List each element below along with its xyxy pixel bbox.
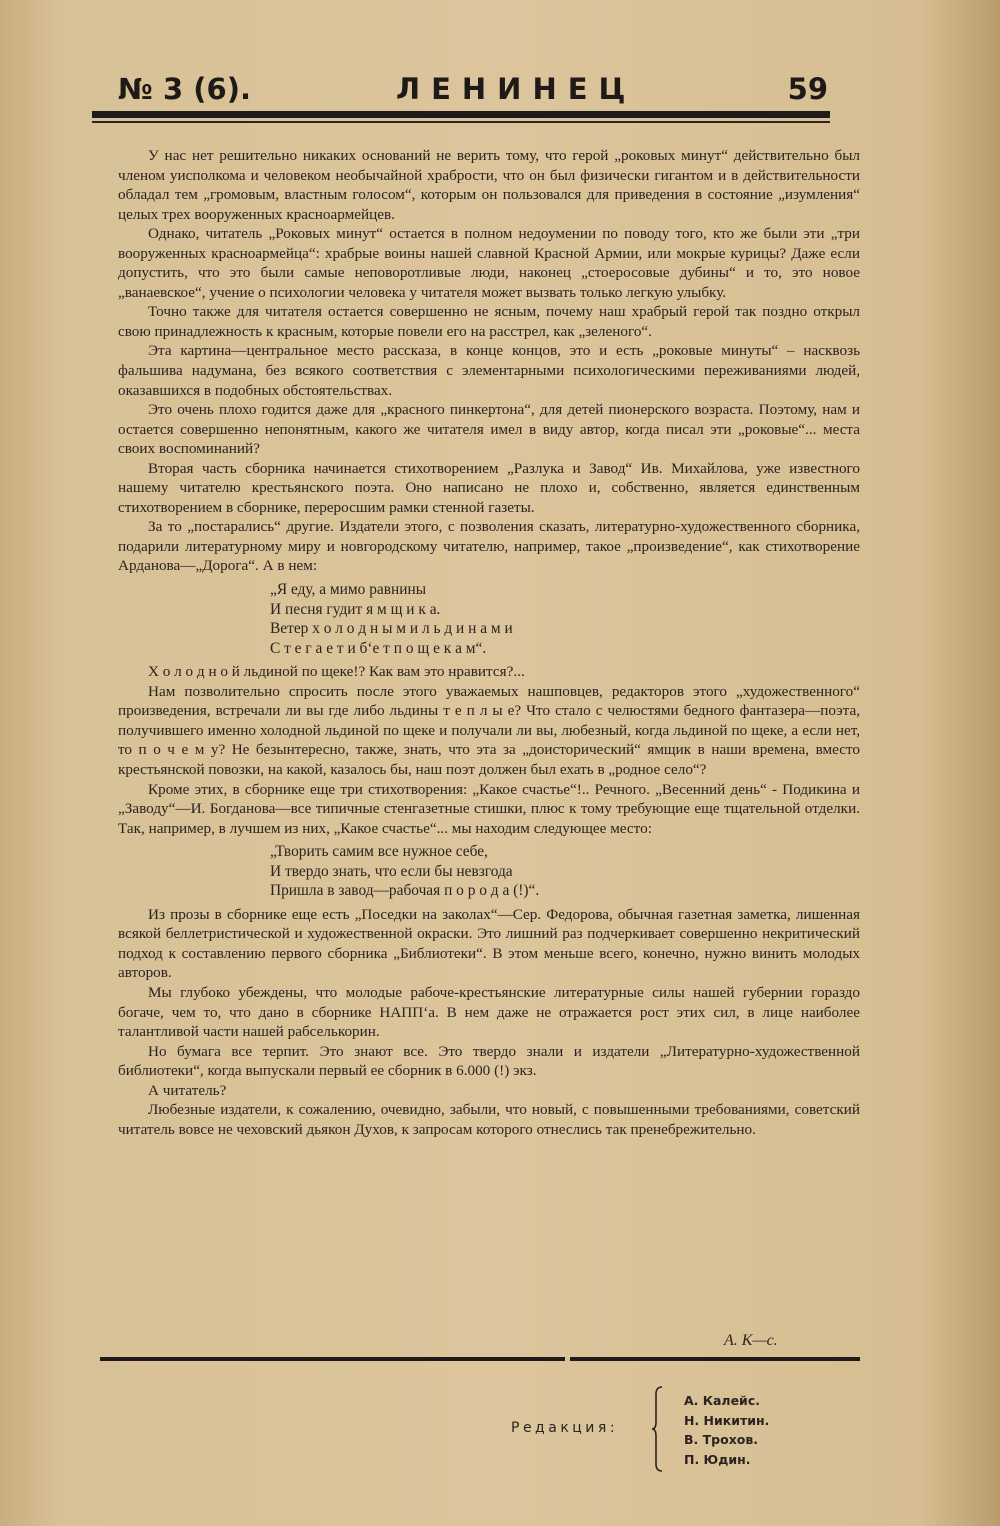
paragraph: Точно также для читателя остается совершенно не ясным, почему наш храбрый герой так поздно открыл свою принадлежность к красным, которые повели его на расстрел, как „зеленого“. [118,303,860,340]
poem-quote-schastye [270,842,860,901]
poem-line: Ветер х о л о д н ы м и л ь д и н а м и [270,620,513,638]
paragraph: Кроме этих, в сборнике еще три стихотворения: „Какое счастье“!.. Речного. „Весенний день“ - Подикина и „Заводу“—И. Богданова—все типичные стенгазетные стишки, плюс к тому требующие еще тщательной отделки. Так, например, в лучшем из них, „Какое счастье“... мы находим следующее место: [118,780,860,837]
header-rule-thick [92,111,830,118]
paragraph: Из прозы в сборнике еще есть „Поседки на заколах“—Сер. Федорова, обычная газетная заметка, лишенная всякой беллетристической и художественной окраски. Это лишний раз подчеркивает совершенно некритический подход к составлению первого сборника „Библиотеки“. В этом меньше всего, конечно, нужно винить молодых авторов. [118,905,860,982]
paragraph: Однако, читатель „Роковых минут“ остается в полном недоумении по поводу того, кто же были эти „три вооруженных красноармейца“: храбрые воины нашей славной Красной Армии, или мокрые курицы? Даже если допустить, что это были самые неповоротливые люди, наконец „стоеросовые дубины“ и то, это новое „ванаевское“, учение о психологии человека у читателя может вызвать только легкую улыбку. [118,225,860,301]
paragraph: Нам позволительно спросить после этого уважаемых нашповцев, редакторов этого „художественного“ произведения, встречали ли вы где либо льдины т е п л ы е? Что стало с челюстями бедного фантазера—поэта, получившего именно холодной льдиной по щеке и получали ли вы, любезный, когда льдиной по щеке, а если нет, то п о ч е м у? Не безынтересно, также, знать, что эта за „доисторический“ ямщик в наши времена, вместо крестьянской повозки, на какой, казалось бы, наш поэт должен был ехать в „родное село“? [118,682,860,778]
poem-line: „Творить самим все нужное себе, [270,843,488,861]
poem-line: С т е г а е т и б‘е т п о щ е к а м“. [270,639,487,657]
paragraph: Вторая часть сборника начинается стихотворением „Разлука и Завод“ Ив. Михайлова, уже известного нашему читателю крестьянского поэта. Оно написано не плохо и, собственно, является единственным стихотворением в сборнике, переросшим рамки стенной газеты. [118,459,860,516]
paragraph: Это очень плохо годится даже для „красного пинкертона“, для детей пионерского возраста. Поэтому, нам и остается совершенно непонятным, какого же читателя имел в виду автор, когда писал эти „роковые“... места своих воспоминаний? [118,401,860,458]
poem-line: И песня гудит я м щ и к а. [270,600,441,618]
footer-rule-left [100,1357,565,1361]
poem-quote-doroga [270,580,860,658]
poem-line: „Я еду, а мимо равнины [270,581,427,599]
poem-line: И твердо знать, что если бы невзгода [270,862,513,880]
article-body [118,146,860,1139]
editor-name: П. Юдин. [684,1451,751,1467]
paragraph: Но бумага все терпит. Это знают все. Это твердо знали и издатели „Литературно-художественной библиотеки“, когда выпускали первый ее сборник в 6.000 (!) экз. [118,1042,860,1080]
curly-brace-icon [652,1386,664,1472]
paragraph: За то „постарались“ другие. Издатели этого, с позволения сказать, литературно-художественного сборника, подарили литературному миру и новгородскому читателю, например, такое „произведение“, как стихотворение Арданова—„Дорога“. А в нем: [118,518,860,575]
editorial-label: Редакция: [511,1420,619,1436]
paragraph: У нас нет решительно никаких оснований не верить тому, что герой „роковых минут“ действительно был членом уисполкома и человеком необычайной храбрости, что он был физически гигантом и в действительности обладал тем „громовым, властным голосом“, которым он пользовался для приведения в состояние „изумления“ целых трех вооруженных красноармейцев. [118,147,860,223]
editor-name: А. Калейс. [684,1393,760,1408]
footer-rule-right [570,1357,860,1361]
page-header [118,70,828,110]
editor-name: В. Трохов. [684,1432,758,1447]
page-number: 59 [787,72,828,106]
paragraph: Х о л о д н о й льдиной по щеке!? Как вам это нравится?... [148,663,525,681]
issue-number: № 3 (6). [118,72,251,106]
paragraph: А читатель? [148,1081,227,1099]
editorial-members [684,1391,769,1469]
header-rule-thin [92,121,830,123]
paragraph: Эта картина—центральное место рассказа, в конце концов, это и есть „роковые минуты“ – насквозь фальшива надумана, без всякого соответствия с элементарными психологическими переживаниями людей, оказавшихся в подобных обстоятельствах. [118,342,860,399]
author-signature: А. К—с. [724,1332,778,1349]
poem-line: Пришла в завод—рабочая п о р о д а (!)“. [270,882,540,900]
newspaper-title: ЛЕНИНЕЦ [396,72,637,106]
paragraph: Мы глубоко убеждены, что молодые рабоче-крестьянские литературные силы нашей губернии гораздо богаче, чем то, что дано в сборнике НАПП‘а. В нем даже не отражается рост этих сил, в лице наиболее талантливой части нашей рабселькорин. [118,983,860,1041]
editor-name: Н. Никитин. [684,1412,770,1428]
paragraph: Любезные издатели, к сожалению, очевидно, забыли, что новый, с повышенными требованиями, советский читатель вовсе не чеховский дьякон Духов, к запросам которого отнеслись так пренебрежительно. [118,1101,860,1138]
